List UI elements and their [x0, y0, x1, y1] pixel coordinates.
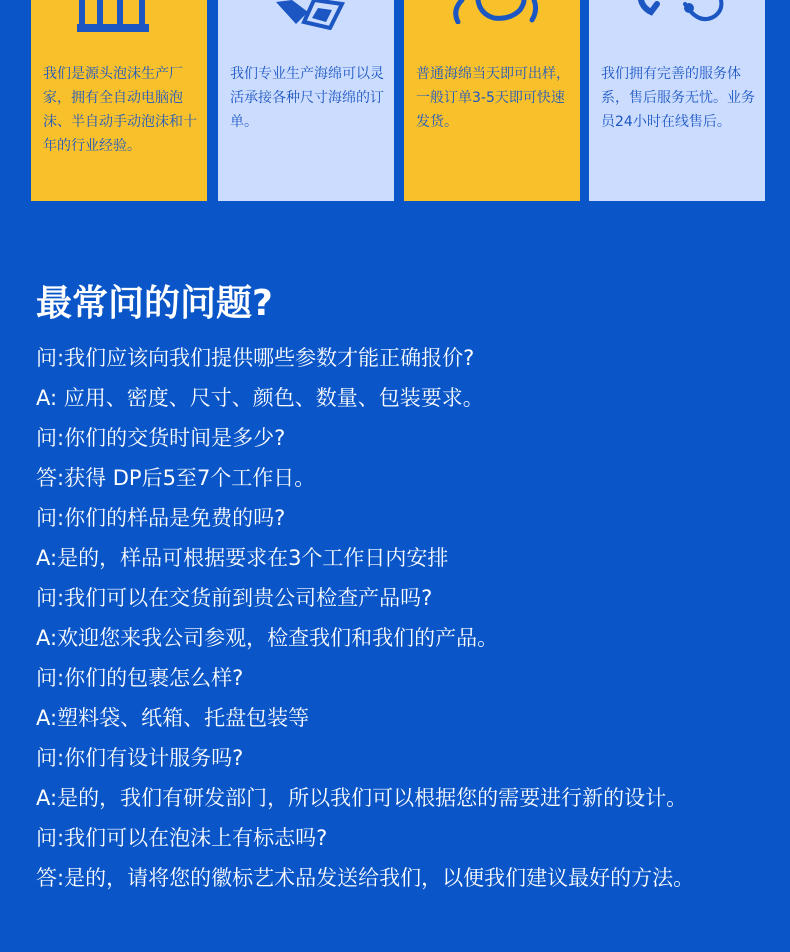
- feature-text: 我们拥有完善的服务体系，售后服务无忧。业务员24小时在线售后。: [601, 66, 755, 130]
- faq-question: 问:你们的样品是免费的吗?: [36, 506, 286, 530]
- faq-answer: 答:是的，请将您的徽标艺术品发送给我们，以便我们建议最好的方法。: [36, 866, 695, 890]
- feature-text: 我们是源头泡沫生产厂家，拥有全自动电脑泡沫、半自动手动泡沫和十年的行业经验。: [43, 66, 197, 154]
- feature-card: [404, 0, 580, 201]
- faq-question: 问:你们的包裹怎么样?: [36, 666, 244, 690]
- factory-icon: [75, 0, 151, 38]
- feature-text: 普通海绵当天即可出样，一般订单3-5天即可快速发货。: [416, 66, 570, 130]
- faq-answer: A: 应用、密度、尺寸、颜色、数量、包装要求。: [36, 386, 484, 410]
- faq-answer: A:塑料袋、纸箱、托盘包装等: [36, 706, 310, 730]
- faq-answer: 答:获得 DP后5至7个工作日。: [36, 466, 316, 490]
- faq-answer: A:是的，样品可根据要求在3个工作日内安排: [36, 546, 449, 570]
- faq-title: 最常问的问题?: [36, 283, 273, 324]
- feature-cards: [0, 0, 790, 205]
- feature-card: [218, 0, 394, 201]
- faq-question: 问:我们应该向我们提供哪些参数才能正确报价?: [36, 346, 475, 370]
- faq-question: 问:我们可以在交货前到贵公司检查产品吗?: [36, 586, 433, 610]
- faq-answer: A:欢迎您来我公司参观，检查我们和我们的产品。: [36, 626, 499, 650]
- delivery-icon: [448, 0, 540, 28]
- feature-card: [589, 0, 765, 201]
- sponge-cutting-icon: [274, 0, 346, 34]
- faq-section: [36, 278, 776, 898]
- faq-question: 问:你们的交货时间是多少?: [36, 426, 286, 450]
- feature-card: [31, 0, 207, 201]
- service-headset-icon: [637, 0, 727, 32]
- faq-question: 问:你们有设计服务吗?: [36, 746, 244, 770]
- faq-list: [36, 338, 776, 898]
- feature-text: 我们专业生产海绵可以灵活承接各种尺寸海绵的订单。: [230, 66, 384, 130]
- faq-question: 问:我们可以在泡沫上有标志吗?: [36, 826, 328, 850]
- faq-answer: A:是的，我们有研发部门，所以我们可以根据您的需要进行新的设计。: [36, 786, 688, 810]
